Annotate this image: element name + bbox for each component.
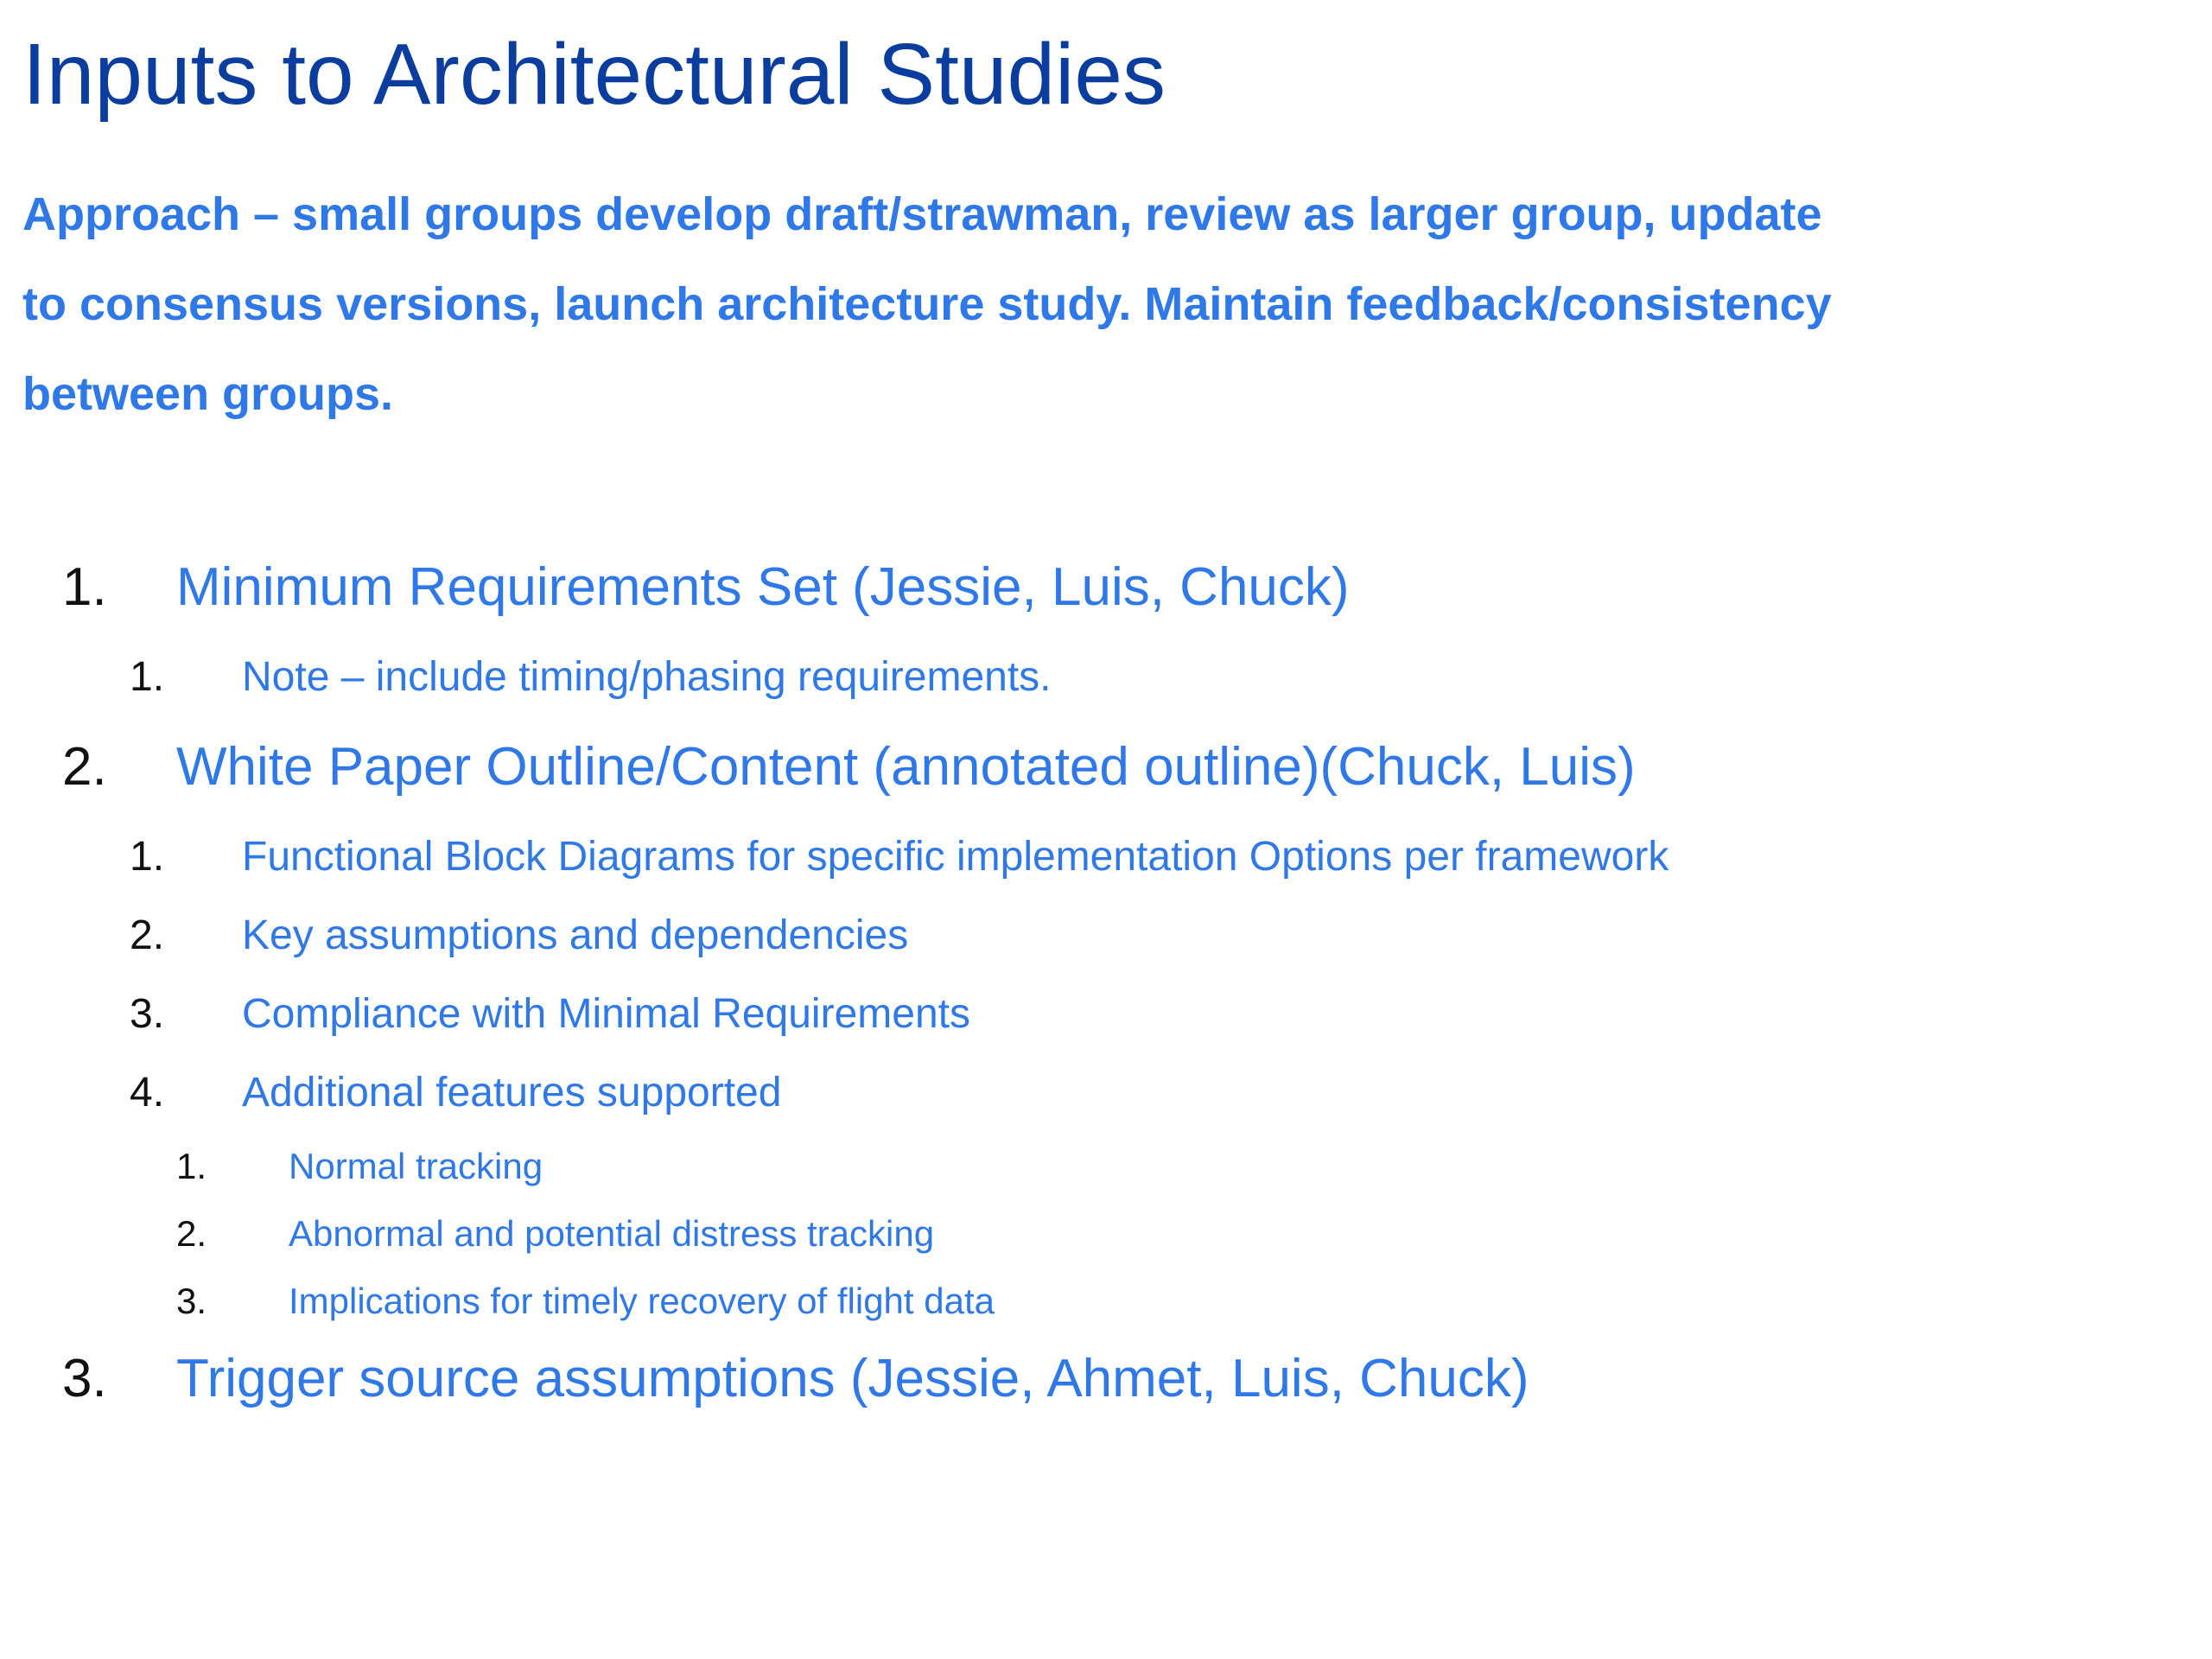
list-text: Key assumptions and dependencies [242, 912, 909, 958]
page-title: Inputs to Architectural Studies [22, 26, 1166, 123]
list-text: Compliance with Minimal Requirements [242, 991, 970, 1037]
list-text: Functional Block Diagrams for specific implementation Options per framework [242, 834, 1669, 880]
list-text: Trigger source assumptions (Jessie, Ahmet, Luis, Chuck) [176, 1349, 1529, 1408]
list-number: 3. [176, 1281, 207, 1321]
list-number: 3. [62, 1349, 107, 1408]
list-text: Additional features supported [242, 1070, 782, 1116]
list-number: 2. [62, 737, 107, 797]
list-number: 2. [176, 1213, 207, 1254]
list-text: Abnormal and potential distress tracking [289, 1213, 935, 1254]
list-number: 3. [130, 991, 165, 1037]
list-number: 4. [130, 1070, 165, 1116]
list-text: Note – include timing/phasing requirements. [242, 654, 1052, 700]
list-text: Implications for timely recovery of flight data [289, 1281, 995, 1321]
list-text: Normal tracking [289, 1146, 543, 1186]
list-number: 1. [62, 557, 107, 617]
list-text: White Paper Outline/Content (annotated outline)(Chuck, Luis) [176, 737, 1636, 797]
list-number: 1. [130, 834, 165, 880]
list-number: 2. [130, 912, 165, 958]
list-number: 1. [176, 1146, 207, 1186]
approach-paragraph: Approach – small groups develop draft/strawman, review as larger group, update to consensus versions, launch architecture study. Maintain feedback/consistency between groups. [22, 188, 1832, 420]
list-number: 1. [130, 654, 165, 700]
list-text: Minimum Requirements Set (Jessie, Luis, Chuck) [176, 557, 1350, 617]
